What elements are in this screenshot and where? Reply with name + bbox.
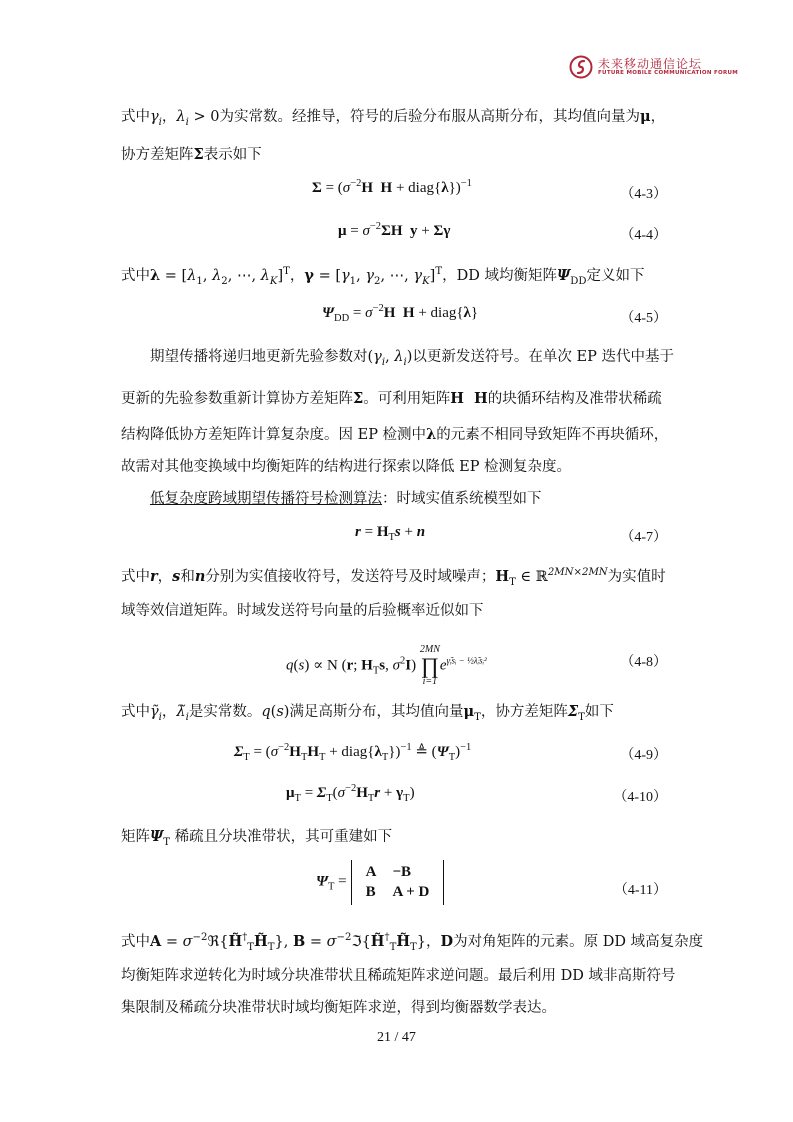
paragraph-7: 矩阵$\Psi_T$ 稀疏且分块准带状，其可重建如下 bbox=[121, 828, 393, 848]
paragraph-4 bbox=[150, 490, 706, 510]
equation-number-4-4: （4-4） bbox=[620, 228, 667, 243]
paragraph-3-line-3: 结构降低协方差矩阵计算复杂度。因 EP 检测中λ的元素不相同导致矩阵不再块循环， bbox=[121, 426, 669, 443]
equation-number-4-5: （4-5） bbox=[620, 311, 667, 326]
paragraph-3-line-2: 更新的先验参数重新计算协方差矩阵Σ。可利用矩阵H H的块循环结构及准带状稀疏 bbox=[121, 390, 662, 407]
paragraph-3-line-1: 期望传播将递归地更新先验参数对($\gamma_i$, $\lambda_i$)以更新发送符号。在单次 EP 迭代中基于 bbox=[150, 349, 674, 368]
paragraph-1-line-2: 协方差矩阵Σ表示如下 bbox=[121, 146, 262, 163]
forum-logo-icon bbox=[569, 55, 593, 79]
equation-number-4-8: （4-8） bbox=[620, 655, 667, 670]
algorithm-title: 低复杂度跨域期望传播符号检测算法 bbox=[150, 491, 382, 507]
equation-number-4-7: （4-7） bbox=[620, 530, 667, 545]
equation-4-5: $\Psi_{DD} = \sigma^{-2}H$ H + diag{λ} bbox=[322, 303, 479, 324]
equation-number-4-3: （4-3） bbox=[620, 187, 667, 202]
page-number: 21 / 47 bbox=[377, 1030, 416, 1045]
paragraph-2: 式中$\lambda = [\lambda_1$, $\lambda_2$, ⋯, $\lambda_K]^T$，$\gamma = [\gamma_1$, $\gamma_2$, ⋯, $\gamma_K]^T$，DD 域均衡矩阵$\Psi_{DD}$定义如下 bbox=[121, 266, 645, 287]
paragraph-8-line-1: 式中$A = \sigma^{-2}ℜ\{H̃^\dagger_TH̃_T\}$, $B = \sigma^{-2}ℑ\{H̃^\dagger_TH̃_T\}$，D为对角矩阵的元素。原 DD 域高复杂度 bbox=[121, 932, 704, 953]
block-matrix: A −B B A + D bbox=[351, 860, 445, 905]
paragraph-6: 式中$\gammã_i$，$\lambdã_i$是实常数。q(s)满足高斯分布，其均值向量$\mu_T$，协方差矩阵$\Sigma_T$如下 bbox=[121, 703, 614, 723]
logo-title-en: FUTURE MOBILE COMMUNICATION FORUM bbox=[598, 70, 739, 76]
paragraph-5-line-1: 式中r，s和n分别为实值接收符号，发送符号及时域噪声；$H_T$ ∈ ℝ$^{2MN\times 2MN}$为实值时 bbox=[121, 567, 666, 588]
equation-number-4-9: （4-9） bbox=[620, 748, 667, 763]
paragraph-1-line-1: 式中$\gamma_i$，$\lambda_i > 0$为实常数。经推导，符号的后验分布服从高斯分布，其均值向量为μ， bbox=[121, 108, 666, 128]
equation-4-11: $\Psi_T$ = A −B B A + D bbox=[316, 860, 444, 905]
paragraph-8-line-3: 集限制及稀疏分块准带状时域均衡矩阵求逆，得到均衡器数学表达。 bbox=[121, 1000, 556, 1016]
paragraph-5-line-2: 域等效信道矩阵。时域发送符号向量的后验概率近似如下 bbox=[121, 603, 484, 619]
equation-4-9: $\Sigma_T = (\sigma^{-2}H_TH_T$ + $diag\{\lambda_T\})^{-1}$ ≜ $(\Psi_T)^{-1}$ bbox=[234, 742, 472, 763]
equation-4-8: q(s) ∝ N (r; $H_Ts$, $\sigma^2I$) 2MN ∏ i=1 $e^{\gammãᵢsᵢ - \frac{1}{2}\lambdãᵢsᵢ^2}$ bbox=[286, 644, 487, 687]
equation-4-3: $\Sigma = (\sigma^{-2}H$ H + diag{λ})$^{-1}$ bbox=[312, 178, 472, 196]
equation-4-4: $\mu = \sigma^{-2}\Sigma H$ y + Σγ bbox=[338, 221, 451, 239]
paragraph-3-line-4: 故需对其他变换域中均衡矩阵的结构进行探索以降低 EP 检测复杂度。 bbox=[121, 459, 572, 475]
equation-number-4-10: （4-10） bbox=[613, 790, 667, 805]
logo-title-cn: 未来移动通信论坛 bbox=[598, 57, 703, 71]
paragraph-4-rest: ：时域实值系统模型如下 bbox=[382, 491, 542, 507]
paragraph-8-line-2: 均衡矩阵求逆转化为时域分块准带状且稀疏矩阵求逆问题。最后利用 DD 域非高斯符号 bbox=[121, 968, 676, 984]
equation-4-10: $\mu_T = \Sigma_T(\sigma^{-2}H_Tr + \gamma_T)$ bbox=[286, 783, 415, 804]
equation-number-4-11: （4-11） bbox=[613, 883, 667, 898]
equation-4-7: $r = H_Ts + n$ bbox=[355, 524, 426, 543]
